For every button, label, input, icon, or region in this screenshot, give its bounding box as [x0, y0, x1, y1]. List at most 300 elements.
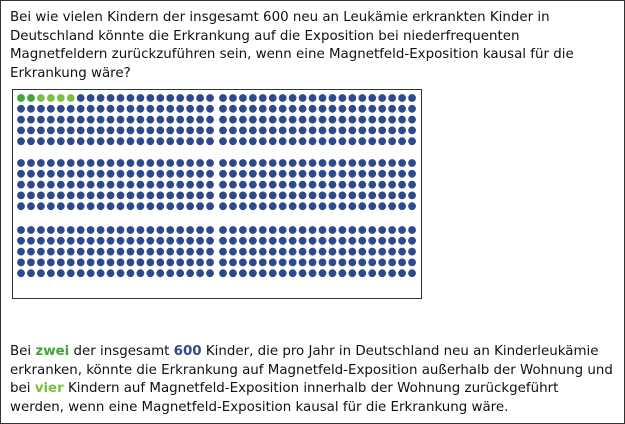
child-dot [229, 269, 237, 277]
child-dot [319, 269, 327, 277]
child-dot [166, 269, 174, 277]
question-text: Bei wie vielen Kindern der insgesamt 600 neu an Leukämie erkrankten Kinder in Deutschland könnte die Erkrankung auf die Exposition bei niederfrequenten Magnetfeldern zurückzuführen sein, wenn eine Magnetfeld-Exposition kausal für die Erkrankung wäre? [10, 10, 574, 81]
child-dot [117, 116, 125, 124]
child-dot [127, 248, 135, 256]
child-dot [229, 170, 237, 178]
child-dot [259, 105, 267, 113]
child-dot [127, 237, 135, 245]
child-dot [186, 259, 194, 267]
child-dot [186, 269, 194, 277]
child-dot [289, 116, 297, 124]
child-dot [146, 181, 154, 189]
child-dot-highlighted [27, 94, 35, 102]
child-dot [329, 202, 337, 210]
child-dot [229, 237, 237, 245]
child-dot [319, 159, 327, 167]
child-dot [398, 137, 406, 145]
child-dot [299, 116, 307, 124]
child-dot [206, 94, 214, 102]
child-dot [289, 127, 297, 135]
child-dot [289, 248, 297, 256]
child-dot [146, 116, 154, 124]
child-dot [239, 202, 247, 210]
child-dot [219, 170, 227, 178]
child-dot [67, 116, 75, 124]
child-dot [368, 269, 376, 277]
child-dot [146, 137, 154, 145]
child-dot [348, 116, 356, 124]
child-dot [388, 105, 396, 113]
child-dot [279, 105, 287, 113]
child-dot [156, 94, 164, 102]
child-dot [329, 137, 337, 145]
child-dot [239, 237, 247, 245]
child-dot [368, 137, 376, 145]
child-dot [398, 226, 406, 234]
child-dot [206, 259, 214, 267]
child-dot [249, 181, 257, 189]
child-dot [37, 237, 45, 245]
child-dot [299, 94, 307, 102]
child-dot [97, 159, 105, 167]
child-dot [368, 259, 376, 267]
child-dot [107, 192, 115, 200]
child-dot [378, 259, 386, 267]
child-dot [398, 94, 406, 102]
child-dot [299, 137, 307, 145]
child-dot [229, 259, 237, 267]
child-dot [127, 269, 135, 277]
child-dot [77, 192, 85, 200]
child-dot [339, 170, 347, 178]
child-dot [239, 226, 247, 234]
child-dot [398, 159, 406, 167]
child-dot [358, 116, 366, 124]
child-dot [57, 248, 65, 256]
child-dot [27, 192, 35, 200]
child-dot [37, 181, 45, 189]
child-dot [249, 159, 257, 167]
child-dot [279, 248, 287, 256]
child-dot [196, 127, 204, 135]
child-dot [146, 105, 154, 113]
child-dot [17, 170, 25, 178]
child-dot [348, 181, 356, 189]
child-dot [249, 127, 257, 135]
child-dot [206, 226, 214, 234]
child-dot [206, 127, 214, 135]
child-dot [408, 127, 416, 135]
child-dot [398, 269, 406, 277]
child-dot [378, 226, 386, 234]
child-dot [378, 159, 386, 167]
child-dot [388, 259, 396, 267]
child-dot [358, 237, 366, 245]
child-dot [259, 259, 267, 267]
child-dot [358, 202, 366, 210]
child-dot [339, 269, 347, 277]
child-dot [57, 159, 65, 167]
child-dot [378, 202, 386, 210]
child-dot [408, 170, 416, 178]
child-dot [348, 127, 356, 135]
child-dot [219, 116, 227, 124]
child-dot [358, 127, 366, 135]
child-dot [408, 192, 416, 200]
child-dot [378, 269, 386, 277]
child-dot [77, 248, 85, 256]
child-dot [279, 181, 287, 189]
child-dot [378, 170, 386, 178]
child-dot [176, 94, 184, 102]
child-dot [289, 159, 297, 167]
child-dot [249, 105, 257, 113]
child-dot [27, 248, 35, 256]
child-dot [206, 248, 214, 256]
child-dot [27, 269, 35, 277]
child-dot [117, 269, 125, 277]
child-dot [47, 181, 55, 189]
child-dot [289, 259, 297, 267]
child-dot [97, 105, 105, 113]
child-dot [408, 259, 416, 267]
child-dot [47, 226, 55, 234]
child-dot [107, 226, 115, 234]
child-dot [57, 137, 65, 145]
child-dot [47, 127, 55, 135]
child-dot [329, 248, 337, 256]
child-dot [398, 127, 406, 135]
child-dot [47, 248, 55, 256]
child-dot [37, 226, 45, 234]
child-dot [339, 248, 347, 256]
child-dot [186, 127, 194, 135]
child-dot [299, 237, 307, 245]
child-dot [107, 105, 115, 113]
answer-text [10, 343, 615, 417]
child-dot [137, 202, 145, 210]
child-dot [137, 116, 145, 124]
child-dot [259, 94, 267, 102]
child-dot [329, 105, 337, 113]
child-dot [388, 248, 396, 256]
child-dot [319, 105, 327, 113]
child-dot [269, 159, 277, 167]
child-dot [196, 105, 204, 113]
child-dot [196, 137, 204, 145]
child-dot [299, 259, 307, 267]
child-dot [176, 105, 184, 113]
child-dot [146, 248, 154, 256]
child-dot [186, 137, 194, 145]
child-dot [117, 94, 125, 102]
child-dot [37, 105, 45, 113]
child-dot [37, 159, 45, 167]
child-dot [156, 237, 164, 245]
child-dot [259, 170, 267, 178]
child-dot [408, 237, 416, 245]
child-dot [186, 248, 194, 256]
child-dot [309, 170, 317, 178]
child-dot [196, 192, 204, 200]
child-dot [319, 259, 327, 267]
child-dot [97, 94, 105, 102]
child-dot [206, 202, 214, 210]
child-dot [37, 202, 45, 210]
child-dot [279, 202, 287, 210]
child-dot [27, 170, 35, 178]
child-dot [27, 116, 35, 124]
child-dot [408, 202, 416, 210]
child-dot [87, 137, 95, 145]
child-dot [299, 159, 307, 167]
child-dot [186, 159, 194, 167]
child-dot [408, 269, 416, 277]
child-dot [37, 269, 45, 277]
child-dot [67, 127, 75, 135]
child-dot [186, 94, 194, 102]
child-dot [146, 127, 154, 135]
child-dot [67, 170, 75, 178]
child-dot [77, 94, 85, 102]
child-dot [27, 226, 35, 234]
child-dot [87, 192, 95, 200]
child-dot [196, 259, 204, 267]
highlight-vier: vier [34, 381, 64, 396]
child-dot [378, 237, 386, 245]
child-dot [146, 159, 154, 167]
child-dot [259, 226, 267, 234]
child-dot [97, 237, 105, 245]
child-dot [17, 248, 25, 256]
child-dot [77, 137, 85, 145]
child-dot [27, 202, 35, 210]
child-dot [289, 226, 297, 234]
child-dot [176, 181, 184, 189]
child-dot [137, 269, 145, 277]
child-dot [279, 137, 287, 145]
child-dot [137, 159, 145, 167]
child-dot [249, 94, 257, 102]
child-dot [309, 248, 317, 256]
child-dot [176, 159, 184, 167]
child-dot [196, 248, 204, 256]
child-dot [348, 159, 356, 167]
child-dot [289, 137, 297, 145]
child-dot [219, 127, 227, 135]
child-dot [57, 192, 65, 200]
child-dot [176, 202, 184, 210]
child-dot [249, 248, 257, 256]
child-dot [329, 170, 337, 178]
child-dot [146, 237, 154, 245]
child-dot [219, 192, 227, 200]
child-dot [259, 116, 267, 124]
child-dot [269, 248, 277, 256]
child-dot [239, 170, 247, 178]
child-dot [348, 269, 356, 277]
child-dot [249, 237, 257, 245]
child-dot [319, 226, 327, 234]
child-dot [17, 116, 25, 124]
child-dot [67, 269, 75, 277]
child-dot [358, 226, 366, 234]
child-dot [269, 137, 277, 145]
child-dot [176, 116, 184, 124]
child-dot [97, 202, 105, 210]
child-dot [77, 181, 85, 189]
child-dot [206, 269, 214, 277]
child-dot [67, 192, 75, 200]
child-dot [127, 137, 135, 145]
answer-text-part: Kindern auf Magnetfeld-Exposition innerhalb der Wohnung zurückgeführt werden, wenn eine Magnetfeld-Exposition kausal für die Erkrankung wäre. [10, 381, 559, 415]
child-dot [107, 94, 115, 102]
child-dot [329, 192, 337, 200]
child-dot [87, 181, 95, 189]
child-dot [319, 248, 327, 256]
child-dot [57, 105, 65, 113]
child-dot [57, 259, 65, 267]
child-dot [87, 116, 95, 124]
child-dot [259, 202, 267, 210]
child-dot [87, 127, 95, 135]
child-dot [259, 127, 267, 135]
child-dot [17, 237, 25, 245]
child-dot [107, 269, 115, 277]
child-dot [398, 116, 406, 124]
child-dot [137, 259, 145, 267]
child-dot [299, 127, 307, 135]
child-dot [229, 181, 237, 189]
child-dot [348, 248, 356, 256]
child-dot [368, 159, 376, 167]
child-dot [239, 248, 247, 256]
child-dot [219, 237, 227, 245]
child-dot [309, 137, 317, 145]
child-dot [196, 226, 204, 234]
child-dot [67, 259, 75, 267]
child-dot [97, 181, 105, 189]
child-dot [259, 269, 267, 277]
child-dot [176, 259, 184, 267]
child-dot [358, 170, 366, 178]
child-dot [358, 269, 366, 277]
child-dot [97, 269, 105, 277]
child-dot [408, 248, 416, 256]
child-dot [107, 248, 115, 256]
child-dot [77, 269, 85, 277]
child-dot [47, 137, 55, 145]
child-dot [339, 259, 347, 267]
child-dot [319, 202, 327, 210]
child-dot [269, 94, 277, 102]
child-dot [37, 137, 45, 145]
child-dot [388, 137, 396, 145]
child-dot [368, 170, 376, 178]
child-dot [319, 170, 327, 178]
child-dot [219, 105, 227, 113]
child-dot [17, 159, 25, 167]
child-dot [166, 248, 174, 256]
child-dot [97, 127, 105, 135]
answer-text-part: Bei [10, 344, 36, 359]
child-dot [127, 94, 135, 102]
child-dot [408, 137, 416, 145]
child-dot [408, 105, 416, 113]
child-dot [206, 105, 214, 113]
child-dot [229, 248, 237, 256]
child-dot [137, 137, 145, 145]
child-dot [87, 226, 95, 234]
child-dot [309, 226, 317, 234]
child-dot [249, 170, 257, 178]
child-dot [206, 159, 214, 167]
child-dot [348, 105, 356, 113]
child-dot [117, 248, 125, 256]
child-dot [398, 105, 406, 113]
child-dot [156, 248, 164, 256]
child-dot [358, 94, 366, 102]
child-dot-highlighted [57, 94, 65, 102]
child-dot [279, 237, 287, 245]
child-dot [127, 181, 135, 189]
child-dot [219, 137, 227, 145]
child-dot [37, 192, 45, 200]
child-dot [388, 159, 396, 167]
child-dot [117, 181, 125, 189]
child-dot [156, 181, 164, 189]
child-dot [229, 159, 237, 167]
child-dot [186, 105, 194, 113]
child-dot [176, 137, 184, 145]
child-dot [309, 94, 317, 102]
child-dot [57, 202, 65, 210]
child-dot [57, 237, 65, 245]
answer-text-part: Kinder, die pro Jahr in Deutschland neu an Kinderleukämie erkranken, könnte die Erkrankung auf Magnetfeld-Exposition außerhalb der Wohnung und bei [10, 344, 613, 396]
child-dot [77, 259, 85, 267]
child-dot [196, 202, 204, 210]
child-dot [398, 192, 406, 200]
child-dot [219, 259, 227, 267]
child-dot [339, 192, 347, 200]
child-dot [269, 105, 277, 113]
child-dot [77, 159, 85, 167]
child-dot [229, 94, 237, 102]
child-dot [47, 269, 55, 277]
child-dot [329, 259, 337, 267]
child-dot [117, 259, 125, 267]
child-dot [219, 181, 227, 189]
child-dot [358, 137, 366, 145]
child-dot [117, 159, 125, 167]
child-dot [166, 116, 174, 124]
child-dot [279, 127, 287, 135]
child-dot [146, 94, 154, 102]
child-dot [259, 159, 267, 167]
dot-grid [13, 90, 421, 298]
child-dot [269, 237, 277, 245]
child-dot [368, 226, 376, 234]
child-dot [97, 137, 105, 145]
child-dot [358, 192, 366, 200]
child-dot [309, 269, 317, 277]
child-dot [299, 105, 307, 113]
child-dot [289, 192, 297, 200]
child-dot [368, 237, 376, 245]
child-dot [388, 170, 396, 178]
child-dot [127, 170, 135, 178]
child-dot [358, 248, 366, 256]
